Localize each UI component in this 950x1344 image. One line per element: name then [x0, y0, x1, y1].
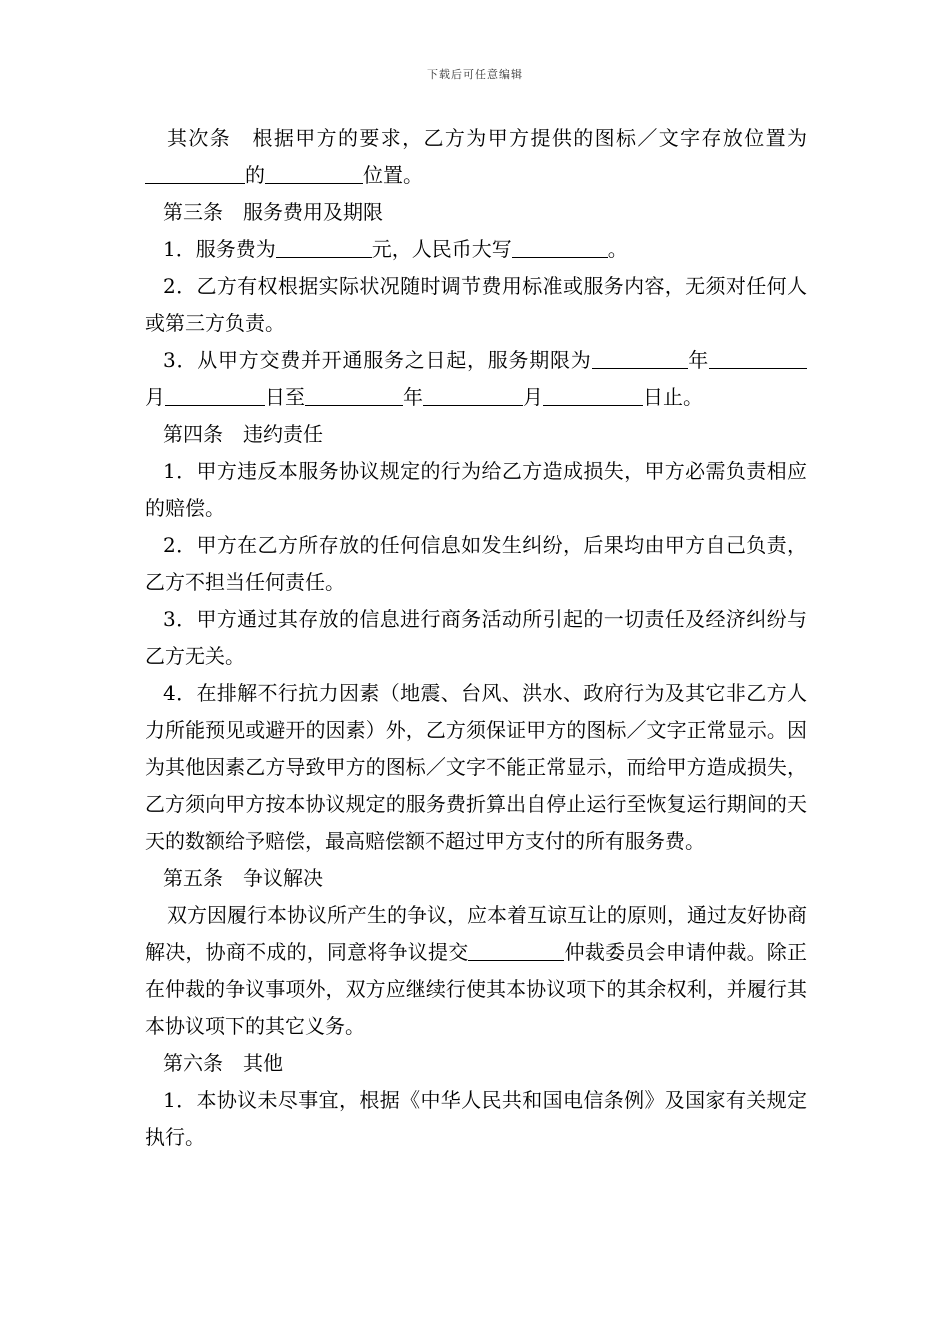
article-3-item-3-text-g: 日止。: [643, 385, 703, 409]
article-3-item-1-text-a: 1．服务费为: [163, 237, 276, 261]
article-3-item-3-text-e: 年: [403, 385, 423, 409]
article-5-body: [145, 897, 807, 1045]
article-2-paragraph: [145, 120, 807, 194]
fill-blank-start-month-b[interactable]: [763, 348, 807, 369]
fill-blank-start-year[interactable]: [592, 348, 688, 369]
article-3-item-2: 2．乙方有权根据实际状况随时调节费用标准或服务内容，无须对任何人或第三方负责。: [145, 274, 807, 335]
article-3-item-1-text-c: 。: [607, 237, 628, 261]
article-6-item-1: 1．本协议未尽事宜，根据《中华人民共和国电信条例》及国家有关规定执行。: [145, 1088, 807, 1149]
article-3-item-3-text-f: 月: [523, 385, 543, 409]
article-2-text-a: 其次条 根据甲方的要求，乙方为甲方提供的图标／文字存放位置为: [167, 126, 807, 150]
header-note: 下载后可任意编辑: [427, 68, 523, 81]
article-5-body-text-a: 双方因履行本协议所产生的争议，应本着互谅互让的原则，通过友好协商解决，协商不成的，同意将争议提交: [145, 903, 807, 964]
article-4-item-2: 2．甲方在乙方所存放的任何信息如发生纠纷，后果均由甲方自己负责，乙方不担当任何责任。: [145, 533, 807, 594]
article-6-heading: 第六条 其他: [163, 1051, 283, 1075]
fill-blank-end-day[interactable]: [543, 385, 643, 406]
document-body: [145, 120, 807, 1156]
fill-blank-fee-words[interactable]: [512, 237, 608, 258]
article-3-item-3: [145, 342, 807, 416]
fill-blank-end-month[interactable]: [423, 385, 523, 406]
article-2-text-c: 位置。: [363, 163, 423, 187]
article-4-item-1: 1．甲方违反本服务协议规定的行为给乙方造成损失，甲方必需负责相应的赔偿。: [145, 459, 807, 520]
article-5-body-text-b: 仲裁委员会申请仲裁。除正在仲裁的争议事项外，双方应继续行使其本协议项下的其余权利，并履行其本协议项下的其它义务。: [145, 940, 808, 1038]
article-4-item-3: 3．甲方通过其存放的信息进行商务活动所引起的一切责任及经济纠纷与乙方无关。: [145, 607, 807, 668]
article-2-text-b: 的: [245, 163, 265, 187]
article-3-item-3-text-b: 年: [687, 348, 710, 372]
fill-blank-arbitration-commission[interactable]: [468, 940, 564, 961]
article-3-item-1-text-b: 元，人民币大写: [371, 237, 512, 261]
article-3-heading: 第三条 服务费用及期限: [163, 200, 383, 224]
fill-blank-location-a[interactable]: [145, 163, 245, 184]
article-4-item-4: 4．在排解不行抗力因素（地震、台风、洪水、政府行为及其它非乙方人力所能预见或避开的因素）外，乙方须保证甲方的图标／文字正常显示。因为其他因素乙方导致甲方的图标／文字不能正常显示，而给甲方造成损失，乙方须向甲方按本协议规定的服务费折算出自停止运行至恢复运行期间的天天的数额给予赔偿，最高赔偿额不超过甲方支付的所有服务费。: [145, 681, 807, 853]
article-3-item-3-text-c: 月: [145, 385, 165, 409]
fill-blank-location-b[interactable]: [265, 163, 363, 184]
article-3-item-3-text-d: 日至: [265, 385, 305, 409]
article-5-heading: 第五条 争议解决: [163, 866, 323, 890]
fill-blank-fee-amount[interactable]: [276, 237, 372, 258]
article-3-item-1: [145, 231, 807, 268]
article-3-item-3-text-a: 3．从甲方交费并开通服务之日起，服务期限为: [163, 348, 592, 372]
fill-blank-start-month-a[interactable]: [709, 348, 763, 369]
fill-blank-end-year[interactable]: [305, 385, 403, 406]
fill-blank-start-day[interactable]: [165, 385, 265, 406]
article-4-heading: 第四条 违约责任: [163, 422, 323, 446]
